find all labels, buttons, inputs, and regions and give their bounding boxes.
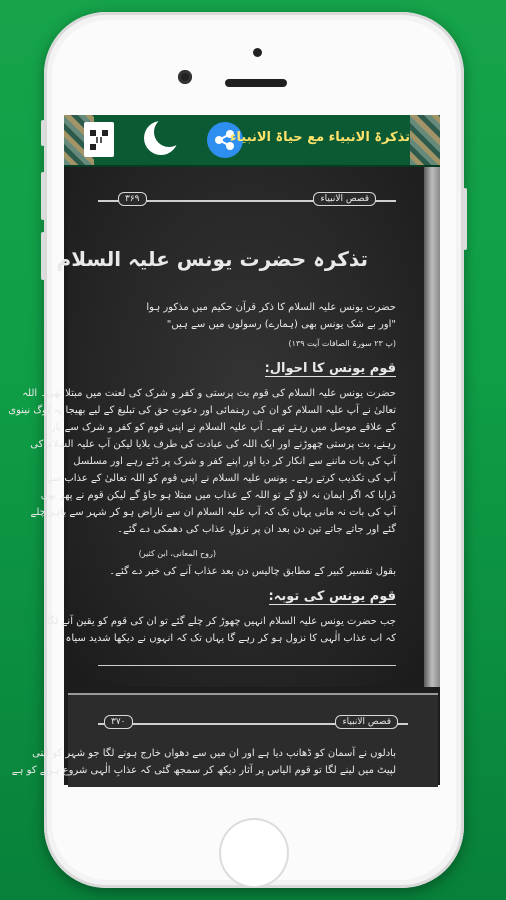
app-toolbar [64, 115, 440, 167]
volume-down-button [41, 232, 45, 280]
paragraph-line: حضرت یونس علیہ السلام کی قوم بت پرستی و کفر و شرک کی لعنت میں مبتلا تھی۔ اللہ [22, 388, 396, 399]
paragraph-line: آپ کی تکذیب کرتے رہے۔ یونس علیہ السلام نے اپنی قوم کو اللہ تعالیٰ کے عذاب سے [46, 473, 396, 484]
citation: (روح المعانی، ابن کثیر) [138, 549, 216, 558]
paragraph-line: تعالیٰ نے آپ علیہ السلام کو ان کی رہنمائی اور دعوتِ حق کی تبلیغ کے لیے بھیجا یہ لوگ نینوی [8, 405, 396, 416]
paragraph-line: ڈرایا کہ اگر ایمان نہ لاؤ گے تو اللہ کے عذاب میں مبتلا ہو جاؤ گے لیکن قوم نے پھر بھی [40, 490, 396, 501]
app-title: تذکرۃ الانبیاء مع حیاۃ الانبیاء [229, 130, 410, 145]
paragraph-line: گئے اور جاتے جاتے تین دن بعد ان پر نزولِ عذاب کی دھمکی دے گئے۔ [117, 524, 396, 535]
page-heading: تذکرہ حضرت یونس علیہ السلام [56, 247, 368, 271]
page-edge [424, 167, 440, 687]
intro-line-2: "اور بے شک یونس بھی (ہمارے) رسولوں میں سے ہیں" [166, 319, 396, 330]
intro-line-1: حضرت یونس علیہ السلام کا ذکر قرآن حکیم میں مذکور ہوا [146, 302, 396, 313]
next-page-number: ۳۷۰ [104, 715, 133, 729]
next-page-header-tag: قصص الانبیاء [335, 715, 398, 729]
paragraph-line: جب حضرت یونس علیہ السلام انہیں چھوڑ کر چلے گئے تو ان کی قوم کو یقین آنے لگا [46, 616, 396, 627]
paragraph-line: لپیٹ میں لینے لگا تو قوم الیاس پر آثار دیکھ کر سمجھ گئی کہ عذابِ الٰہی شروع ہونے کو ہے [11, 765, 396, 776]
section-title-2: قوم یونس کی توبہ: [268, 589, 396, 604]
front-camera-icon [253, 48, 262, 57]
bottom-rule [98, 665, 396, 666]
book-page[interactable] [8, 167, 426, 687]
section-title-1: قوم یونس کا احوال: [264, 361, 396, 376]
home-button[interactable] [221, 820, 287, 886]
paragraph-line: آپ کی بات ماننے سے انکار کر دیا اور اپنے کفر و شرک پر ڈٹے رہے اور مسلسل [73, 456, 396, 467]
qr-code-icon [90, 130, 108, 150]
night-mode-button[interactable] [144, 121, 182, 159]
paragraph-line: کہ اب عذاب الٰہی کا نزول ہو کر رہے گا یہاں تک کہ انہوں نے دیکھا شدید سیاہ [65, 633, 396, 644]
next-book-page[interactable] [11, 693, 438, 787]
camera-lens-icon [178, 70, 192, 84]
intro-reference: (پ ۲۳ سورۃ الصافات آیت ۱۳۹) [288, 339, 396, 348]
paragraph-line: کے علاقے موصل میں رہتے تھے۔ آپ علیہ السلام نے اپنی قوم کو کفر و شرک سے باز [50, 422, 396, 433]
paragraph-line: بادلوں نے آسمان کو ڈھانپ دیا ہے اور ان میں سے دھواں خارج ہونے لگا جو شہر کو اپنی [32, 748, 396, 759]
volume-up-button [41, 172, 45, 220]
speaker-grille [225, 79, 287, 87]
tafsir-line: بقول تفسیر کبیر کے مطابق چالیس دن بعد عذاب آنے کی خبر دے گئے۔ [109, 566, 396, 577]
qr-code-button[interactable] [84, 122, 114, 157]
power-button [463, 188, 467, 250]
ornament-right-icon [410, 115, 440, 165]
silent-switch [41, 120, 45, 146]
paragraph-line: آپ کی بات نہ مانی یہاں تک کہ آپ علیہ السلام ان سے ناراض ہو کر شہر سے باہر چلے [30, 507, 396, 518]
page-number: ۳۶۹ [118, 192, 147, 206]
app-screen [8, 115, 440, 785]
paragraph-line: رہنے، بت پرستی چھوڑنے اور ایک اللہ کی عبادت کی طرف بلایا لیکن آپ علیہ السلام کی [30, 439, 396, 450]
page-header-tag: قصص الانبیاء [313, 192, 376, 206]
